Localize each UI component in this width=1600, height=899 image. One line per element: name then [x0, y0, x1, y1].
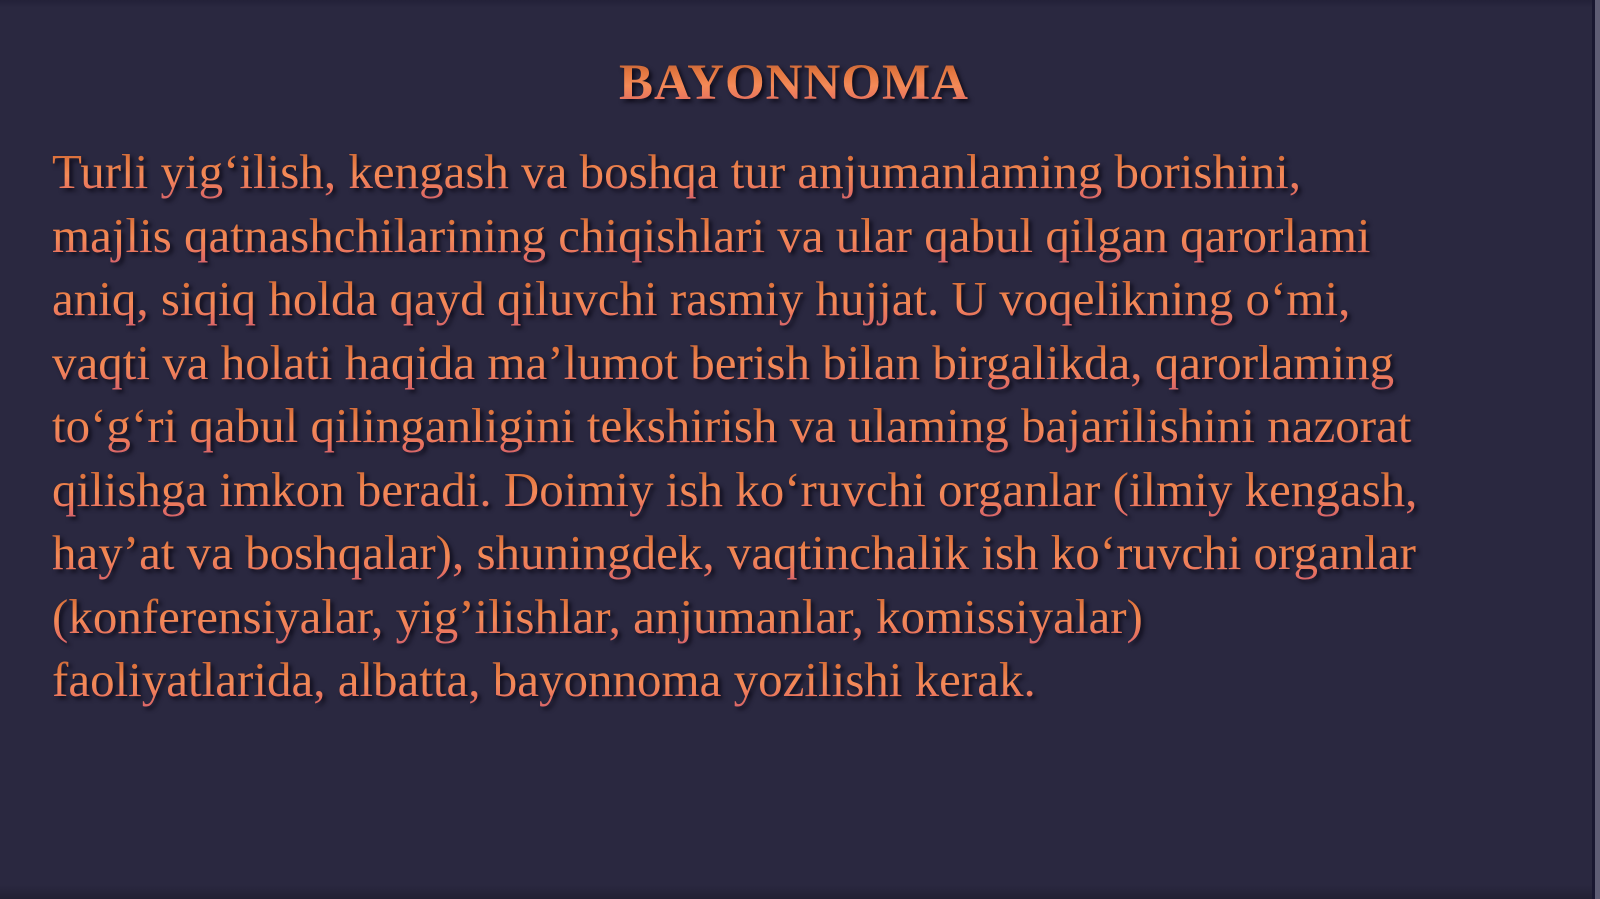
body-line-8: (konferensiyalar, yig’ilishlar, anjumanlar, komissiyalar): [52, 585, 1552, 649]
slide-title: BAYONNOMA: [0, 54, 1588, 112]
body-line-4: vaqti va holati haqida ma’lumot berish bilan birgalikda, qarorlaming: [52, 331, 1552, 395]
body-paragraph: [52, 140, 1552, 712]
body-line-2: majlis qatnashchilarining chiqishlari va ular qabul qilgan qarorlami: [52, 204, 1552, 268]
body-line-6: qilishga imkon beradi. Doimiy ish ko‘ruvchi organlar (ilmiy kengash,: [52, 458, 1552, 522]
body-line-3: aniq, siqiq holda qayd qiluvchi rasmiy hujjat. U voqelikning o‘mi,: [52, 267, 1552, 331]
body-line-9: faoliyatlarida, albatta, bayonnoma yozilishi kerak.: [52, 648, 1552, 712]
body-line-7: hay’at va boshqalar), shuningdek, vaqtinchalik ish ko‘ruvchi organlar: [52, 521, 1552, 585]
right-edge-strip: [1595, 0, 1600, 899]
body-line-1: Turli yig‘ilish, kengash va boshqa tur anjumanlaming borishini,: [52, 140, 1552, 204]
body-line-5: to‘g‘ri qabul qilinganligini tekshirish va ulaming bajarilishini nazorat: [52, 394, 1552, 458]
